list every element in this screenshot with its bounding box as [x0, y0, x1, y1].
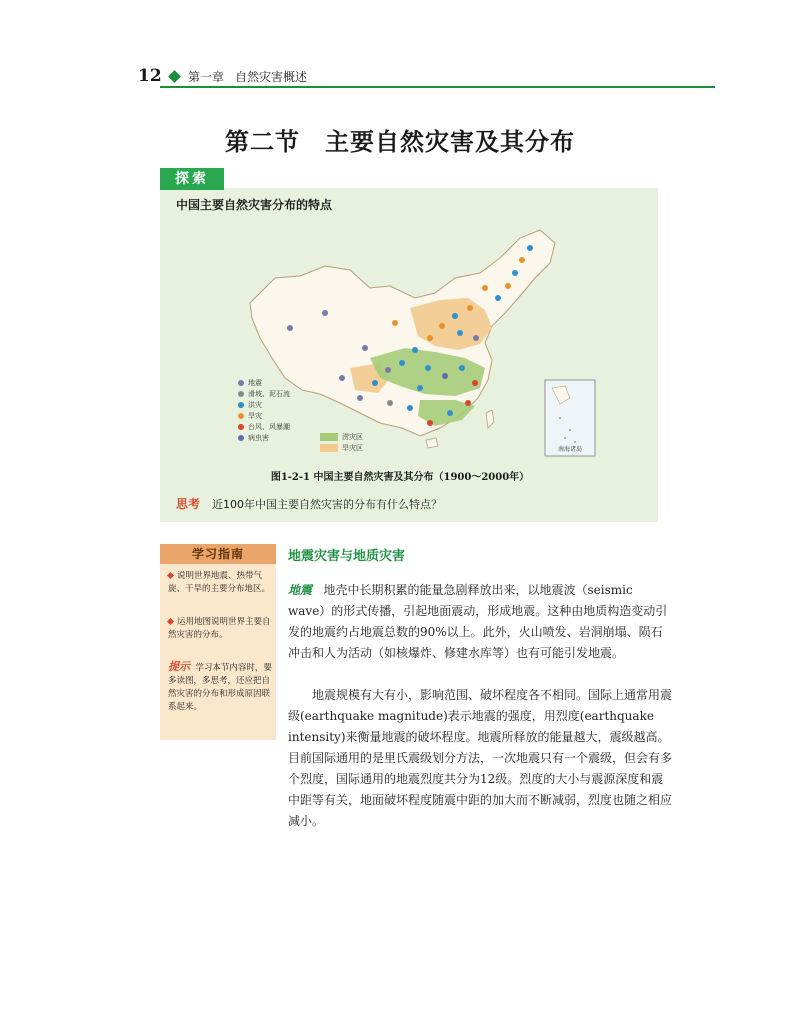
guide-item: 运用地图说明世界主要自然灾害的分布。: [168, 617, 271, 640]
explore-tab: 探索: [160, 168, 224, 190]
map-zone-legend: 涝灾区 旱灾区: [320, 432, 363, 454]
typhoon-marker-icon: [238, 424, 244, 430]
section-title: 第二节 主要自然灾害及其分布: [225, 127, 575, 156]
figure-caption: 图1-2-1 中国主要自然灾害及其分布（1900～2000年）: [270, 472, 530, 483]
header-diamond-icon: [168, 70, 181, 83]
taiwan-island: [486, 410, 494, 428]
earthquake-marker-icon: [238, 380, 244, 386]
think-question: 近100年中国主要自然灾害的分布有什么特点？: [212, 498, 442, 511]
page-number: 12: [138, 66, 162, 86]
china-outline: [250, 230, 555, 436]
study-guide-panel: [160, 564, 276, 740]
subsection-title: 地震灾害与地质灾害: [288, 549, 406, 564]
south-china-sea-inset: [545, 380, 595, 456]
drought-zone-swatch: [320, 444, 338, 452]
chapter-label: 第一章: [188, 70, 225, 84]
study-guide-tab: 学习指南: [160, 544, 276, 564]
inset-label: 南海诸岛: [557, 446, 583, 453]
flood-zone-swatch: [320, 433, 338, 441]
pest-marker-icon: [238, 435, 244, 441]
drought-marker-icon: [238, 413, 244, 419]
flood-marker-icon: [238, 402, 244, 408]
guide-tip: 提示 学习本节内容时，要多读图，多思考，还应把自然灾害的分布和形成原因联系起来。: [168, 660, 272, 712]
map-legend: 地震 滑坡、泥石流 洪灾 旱灾 台风、风暴潮 病虫害: [238, 378, 290, 444]
header-rule: [160, 86, 715, 88]
paragraph-1: 地震 地壳中长期积累的能量急剧释放出来，以地震波（seismic wave）的形式传播，引起地面震动，形成地震。这种由地质构造变动引发的地震约占地震总数的90%以上。此外，火山喷发、岩洞崩塌、陨石冲击和人为活动（如核爆炸、修建水库等）也有可能引发地震。: [288, 583, 668, 660]
guide-item: 说明世界地震、热带气旋、干旱的主要分布地区。: [168, 571, 271, 594]
hainan-island: [426, 438, 438, 448]
think-label: 思考: [176, 497, 201, 511]
keyword-earthquake: 地震: [288, 583, 313, 597]
chapter-title: 自然灾害概述: [235, 70, 308, 84]
landslide-marker-icon: [238, 391, 244, 397]
bullet-diamond-icon: [167, 572, 174, 579]
paragraph-2: 地震规模有大有小，影响范围、破坏程度各不相同。国际上通常用震级(earthquake magnitude)表示地震的强度，用烈度(earthquake intensity)来衡量地震的破坏程度。地震所释放的能量越大，震级越高。目前国际通用的是里氏震级划分方法，一次地震只有一个震级，但会有多个烈度，国际通用的地震烈度共分为12级。烈度的大小与震源深度和震中距等有关，地面破坏程度随震中距的加大而不断减弱，烈度也随之相应减小。: [288, 688, 673, 828]
map-title: 中国主要自然灾害分布的特点: [176, 198, 333, 212]
bullet-diamond-icon: [167, 618, 174, 625]
